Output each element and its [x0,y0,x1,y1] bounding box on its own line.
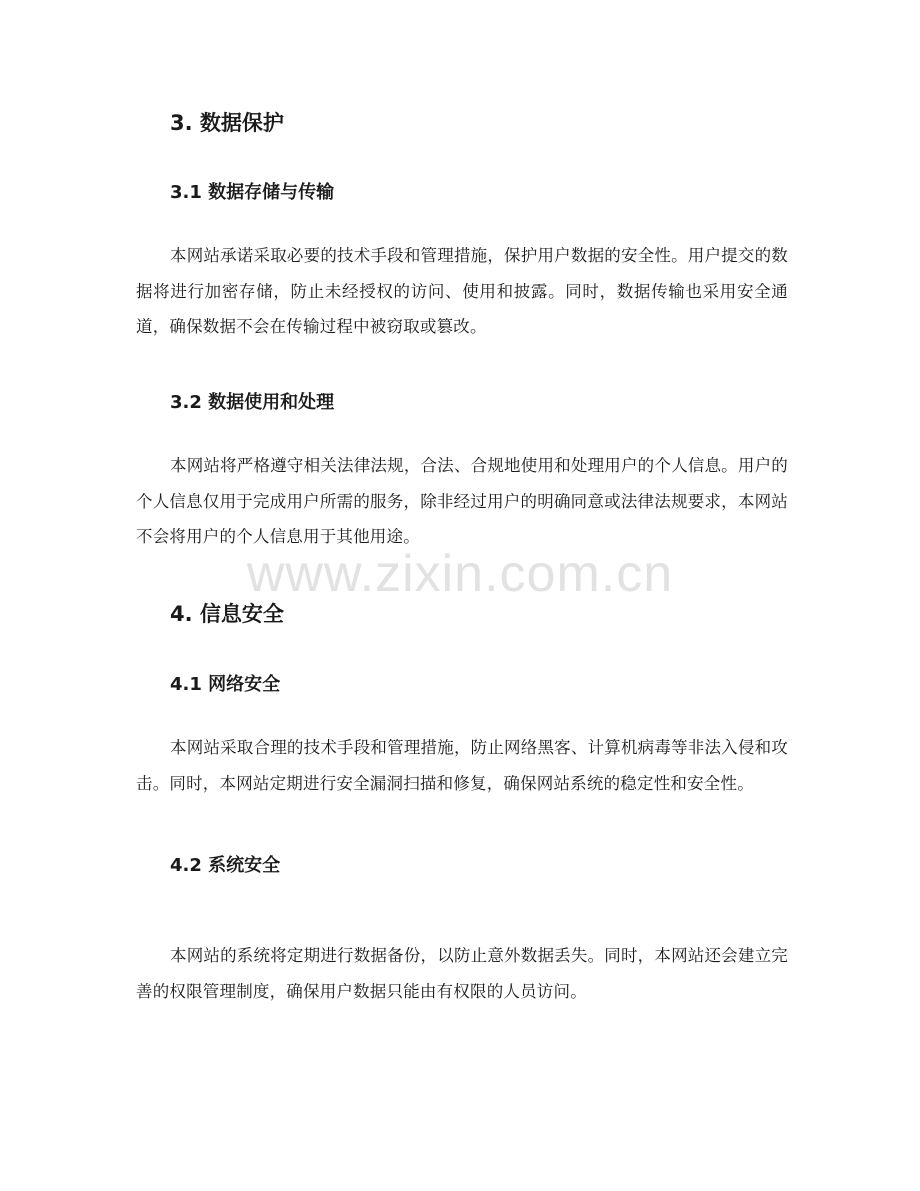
subsection-4-1-title: 4.1 网络安全 [170,674,281,695]
subsection-3-2-title: 3.2 数据使用和处理 [170,392,335,413]
subsection-4-1-body: 本网站采取合理的技术手段和管理措施，防止网络黑客、计算机病毒等非法入侵和攻击。同时，本网站定期进行安全漏洞扫描和修复，确保网站系统的稳定性和安全性。 [136,738,788,793]
section-3-title: 3. 数据保护 [170,111,284,135]
subsection-4-2-body: 本网站的系统将定期进行数据备份，以防止意外数据丢失。同时，本网站还会建立完善的权限管理制度，确保用户数据只能由有权限的人员访问。 [136,946,788,1001]
subsection-3-1-title: 3.1 数据存储与传输 [170,182,335,203]
subsection-3-2-body: 本网站将严格遵守相关法律法规，合法、合规地使用和处理用户的个人信息。用户的个人信息仅用于完成用户所需的服务，除非经过用户的明确同意或法律法规要求，本网站不会将用户的个人信息用于其他用途。 [136,456,788,546]
section-4-title: 4. 信息安全 [170,602,284,626]
subsection-4-2-title: 4.2 系统安全 [170,855,281,876]
watermark: www.zixin.com.cn [246,545,674,603]
subsection-3-1-body: 本网站承诺采取必要的技术手段和管理措施，保护用户数据的安全性。用户提交的数据将进行加密存储，防止未经授权的访问、使用和披露。同时，数据传输也采用安全通道，确保数据不会在传输过程中被窃取或篡改。 [136,246,788,336]
